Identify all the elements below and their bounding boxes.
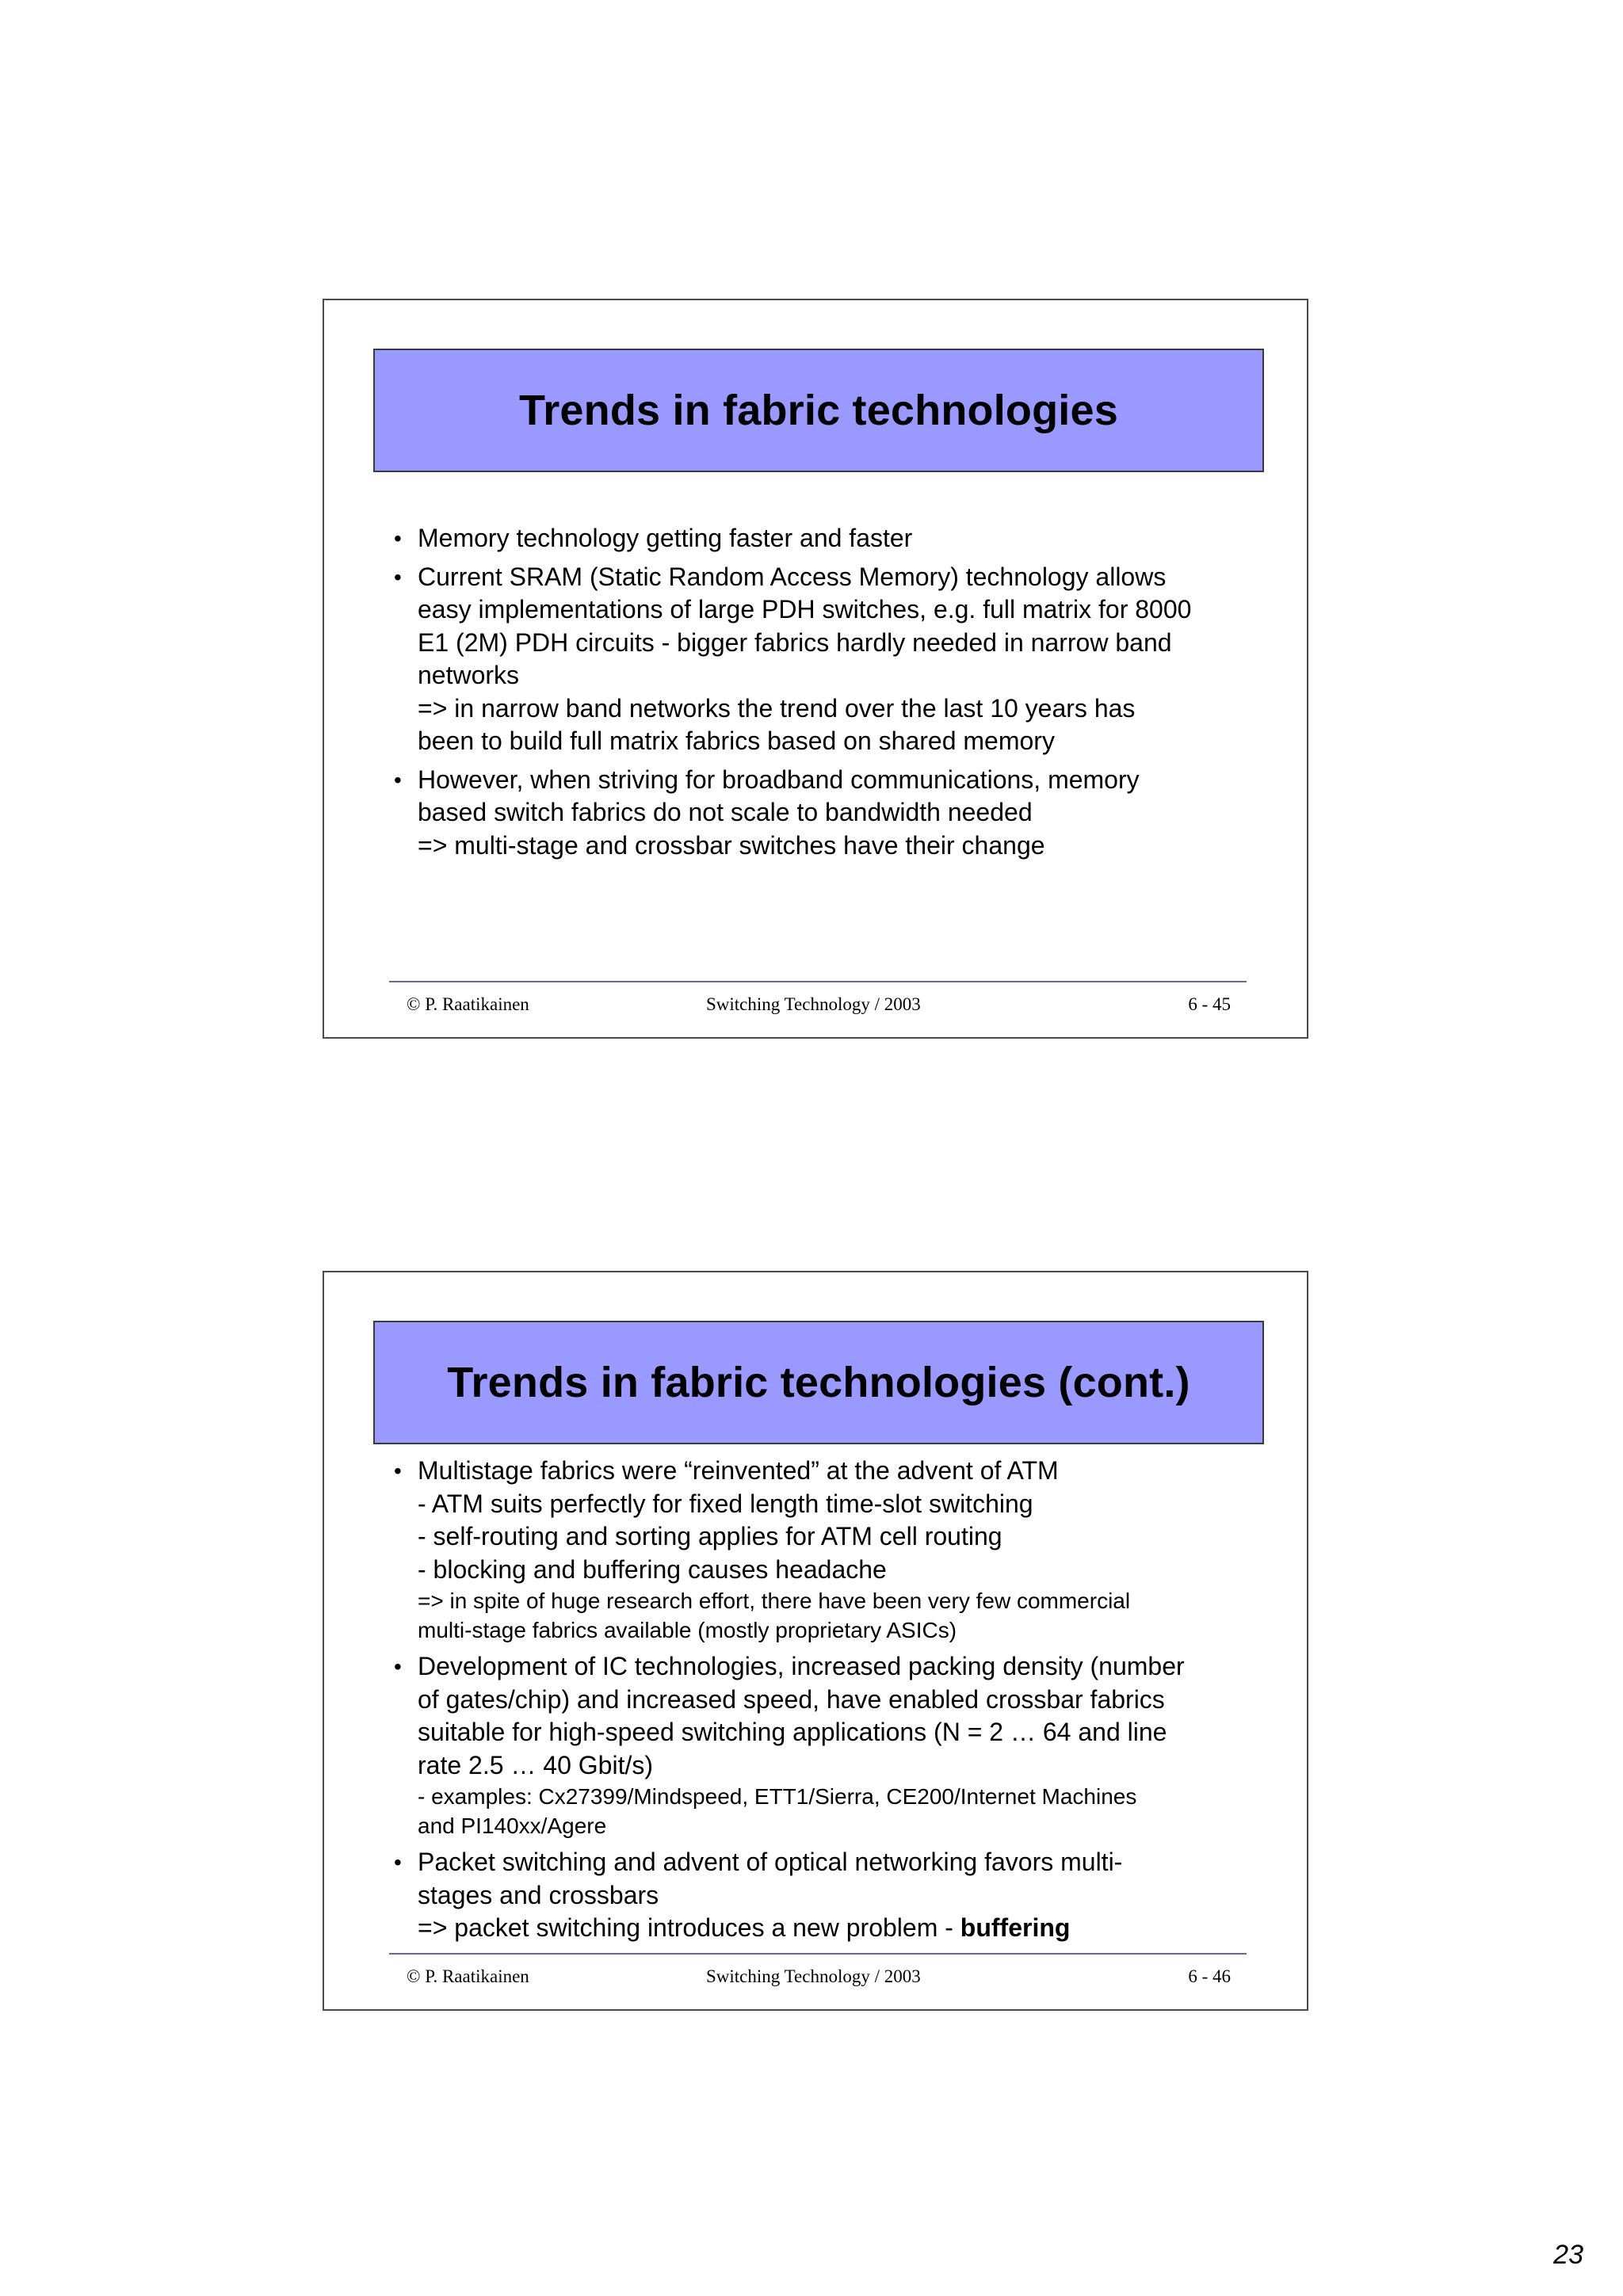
bullet-line: been to build full matrix fabrics based on shared memory <box>418 727 1055 755</box>
bullet-item <box>394 561 1274 758</box>
footer-author: © P. Raatikainen <box>407 994 529 1014</box>
bullet-line: stages and crossbars <box>418 1880 659 1909</box>
bullet-item <box>394 1455 1274 1645</box>
footer-divider <box>389 1953 1247 1955</box>
page-number: 23 <box>1553 2240 1583 2270</box>
bullet-list <box>394 522 1274 868</box>
slide-title: Trends in fabric technologies <box>519 387 1118 434</box>
bullet-item <box>394 764 1274 863</box>
slide-title-box <box>373 1321 1264 1444</box>
bullet-subline: multi-stage fabrics available (mostly proprietary ASICs) <box>418 1618 957 1642</box>
bullet-list <box>394 1455 1274 1951</box>
bullet-line: rate 2.5 … 40 Gbit/s) <box>418 1750 654 1779</box>
bullet-line-text: => packet switching introduces a new problem - <box>418 1913 960 1942</box>
bullet-line: E1 (2M) PDH circuits - bigger fabrics hardly needed in narrow band <box>418 627 1172 657</box>
bullet-line: Multistage fabrics were “reinvented” at the advent of ATM <box>418 1456 1059 1485</box>
bullet-dot-icon: • <box>394 526 402 551</box>
bullet-line: => in narrow band networks the trend over the last 10 years has <box>418 693 1136 723</box>
bullet-line: - blocking and buffering causes headache <box>418 1554 887 1584</box>
bullet-subline: - examples: Cx27399/Mindspeed, ETT1/Sierra, CE200/Internet Machines <box>418 1784 1137 1809</box>
bullet-subline: => in spite of huge research effort, there have been very few commercial <box>418 1589 1131 1613</box>
bullet-dot-icon: • <box>394 1459 402 1483</box>
bullet-line: Memory technology getting faster and faster <box>418 524 913 552</box>
footer-course: Switching Technology / 2003 <box>706 1966 921 1986</box>
bullet-line: => multi-stage and crossbar switches have their change <box>418 830 1045 860</box>
bullet-dot-icon: • <box>394 767 402 792</box>
bullet-line: However, when striving for broadband communications, memory <box>418 765 1140 794</box>
emphasis-buffering: buffering <box>960 1913 1071 1942</box>
bullet-dot-icon: • <box>394 1654 402 1679</box>
bullet-item <box>394 1846 1274 1945</box>
bullet-line: - self-routing and sorting applies for ATM cell routing <box>418 1522 1002 1550</box>
footer-slide-number: 6 - 46 <box>1188 1966 1231 1986</box>
bullet-item <box>394 522 1274 555</box>
footer-course: Switching Technology / 2003 <box>706 994 921 1014</box>
slide-6-46 <box>323 1271 1308 2011</box>
bullet-line: networks <box>418 661 520 689</box>
bullet-line: Development of IC technologies, increased packing density (number <box>418 1652 1185 1680</box>
bullet-line: based switch fabrics do not scale to bandwidth needed <box>418 798 1033 826</box>
bullet-line: easy implementations of large PDH switches, e.g. full matrix for 8000 <box>418 595 1192 624</box>
bullet-item <box>394 1650 1274 1840</box>
bullet-line: Current SRAM (Static Random Access Memory) technology allows <box>418 562 1167 591</box>
slide-title: Trends in fabric technologies (cont.) <box>447 1359 1190 1406</box>
bullet-subline: and PI140xx/Agere <box>418 1814 607 1838</box>
slide-6-45 <box>323 299 1308 1039</box>
bullet-dot-icon: • <box>394 564 402 589</box>
slide-title-box <box>373 349 1264 472</box>
bullet-line <box>418 1912 1274 1945</box>
bullet-line: Packet switching and advent of optical networking favors multi- <box>418 1848 1123 1876</box>
bullet-line: suitable for high-speed switching applications (N = 2 … 64 and line <box>418 1718 1167 1746</box>
footer-slide-number: 6 - 45 <box>1188 994 1231 1014</box>
bullet-line: - ATM suits perfectly for fixed length time-slot switching <box>418 1489 1033 1518</box>
footer-divider <box>389 981 1247 982</box>
bullet-dot-icon: • <box>394 1850 402 1875</box>
bullet-line: of gates/chip) and increased speed, have enabled crossbar fabrics <box>418 1684 1165 1714</box>
footer-author: © P. Raatikainen <box>407 1966 529 1986</box>
